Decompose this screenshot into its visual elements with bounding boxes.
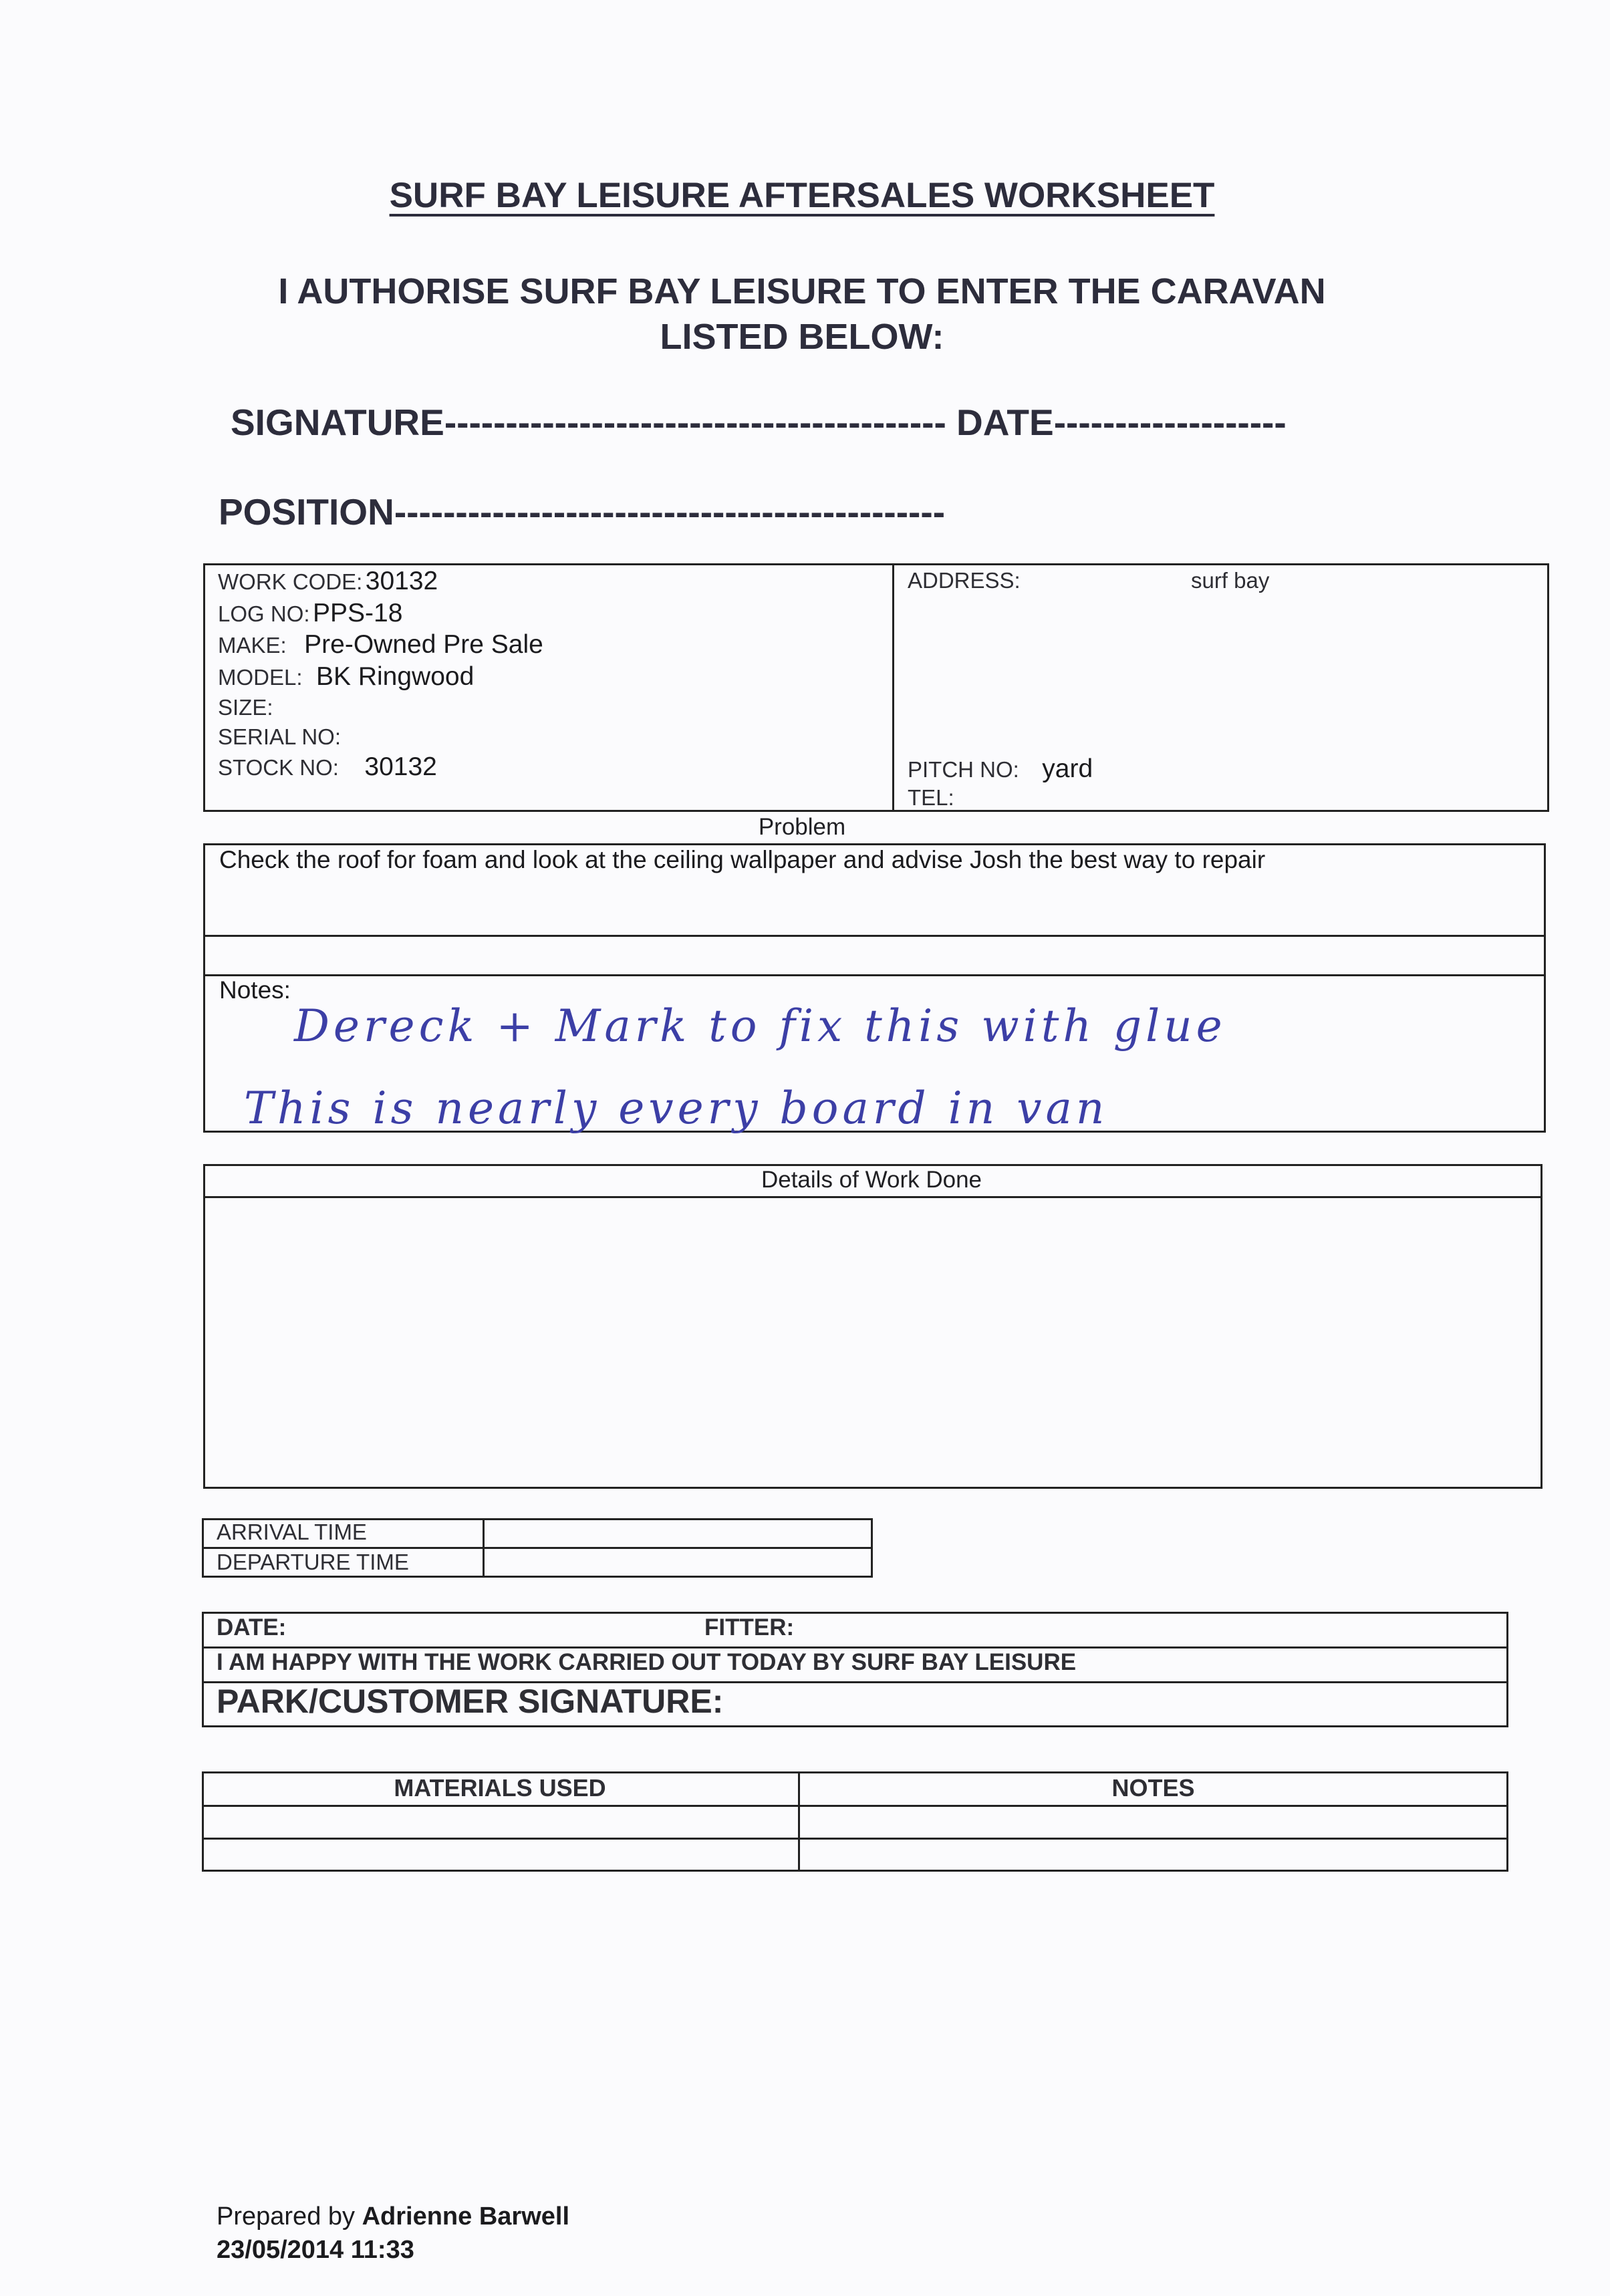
date-blank: ------------------- [1053,402,1287,443]
model-row [218,662,474,692]
authorisation-line-2: LISTED BELOW: [660,317,944,357]
problem-divider [203,935,1546,937]
worksheet-title [0,175,1604,216]
prepared-timestamp: 23/05/2014 11:33 [217,2236,414,2264]
problem-text: Check the roof for foam and look at the ceiling wallpaper and advise Josh the best way to repair [219,846,1266,873]
position-blank: --------------------------------------------- [394,491,946,533]
authorisation-statement [241,269,1363,360]
work-done-divider [203,1196,1542,1198]
fitter-label: FITTER: [704,1614,795,1640]
customer-signature-label: PARK/CUSTOMER SIGNATURE: [217,1683,724,1720]
problem-heading: Problem [758,814,846,840]
model-value: BK Ringwood [315,662,475,691]
times-column-divider [483,1518,485,1578]
pitch-no-value: yard [1042,754,1093,783]
prepared-by-label: Prepared by [217,2202,356,2231]
signature-blank: ----------------------------------------- [444,402,946,443]
stock-no-value: 30132 [364,752,437,781]
tel-label: TEL: [908,785,954,810]
prepared-by-line [217,2202,569,2231]
work-code-row [218,567,438,596]
signature-date-line [231,401,1287,444]
signature-label: SIGNATURE [231,402,444,443]
log-no-row [218,599,402,628]
serial-no-label: SERIAL NO: [218,724,341,749]
prepared-by-name: Adrienne Barwell [362,2202,569,2231]
caravan-details-divider [892,563,894,812]
address-value: surf bay [1191,568,1270,593]
notes-label: Notes: [219,976,291,1004]
authorisation-line-1: I AUTHORISE SURF BAY LEISURE TO ENTER THE CARAVAN [278,271,1326,311]
date-label: DATE [956,402,1054,443]
pitch-no-label: PITCH NO: [908,757,1019,782]
materials-divider-2 [202,1838,1508,1840]
work-code-label: WORK CODE: [218,569,363,594]
satisfaction-statement: I AM HAPPY WITH THE WORK CARRIED OUT TODAY BY SURF BAY LEISURE [217,1649,1077,1675]
pitch-no-row [908,754,1093,784]
log-no-value: PPS-18 [312,599,403,627]
log-no-label: LOG NO: [218,601,310,626]
materials-divider-1 [202,1805,1508,1807]
work-done-box [203,1164,1542,1489]
materials-notes-header: NOTES [1111,1774,1195,1802]
work-done-heading: Details of Work Done [761,1167,982,1193]
make-row [218,630,543,660]
materials-used-header: MATERIALS USED [394,1774,606,1802]
departure-time-label: DEPARTURE TIME [217,1550,409,1574]
signoff-date-label: DATE: [217,1614,287,1640]
address-label: ADDRESS: [908,568,1021,593]
arrival-time-label: ARRIVAL TIME [217,1520,367,1544]
model-label: MODEL: [218,665,303,690]
position-line [219,490,945,533]
signoff-divider-1 [202,1646,1508,1648]
notes-handwriting-line-1: Dereck + Mark to fix this with glue [294,1000,1226,1052]
worksheet-title-text: SURF BAY LEISURE AFTERSALES WORKSHEET [389,176,1215,215]
notes-handwriting-line-2: This is nearly every board in van [244,1083,1109,1134]
make-label: MAKE: [218,633,287,658]
position-label: POSITION [219,491,394,533]
stock-no-row [218,752,437,782]
size-label: SIZE: [218,695,273,720]
work-code-value: 30132 [365,567,438,595]
make-value: Pre-Owned Pre Sale [304,630,543,659]
times-divider [202,1547,873,1549]
stock-no-label: STOCK NO: [218,755,339,780]
